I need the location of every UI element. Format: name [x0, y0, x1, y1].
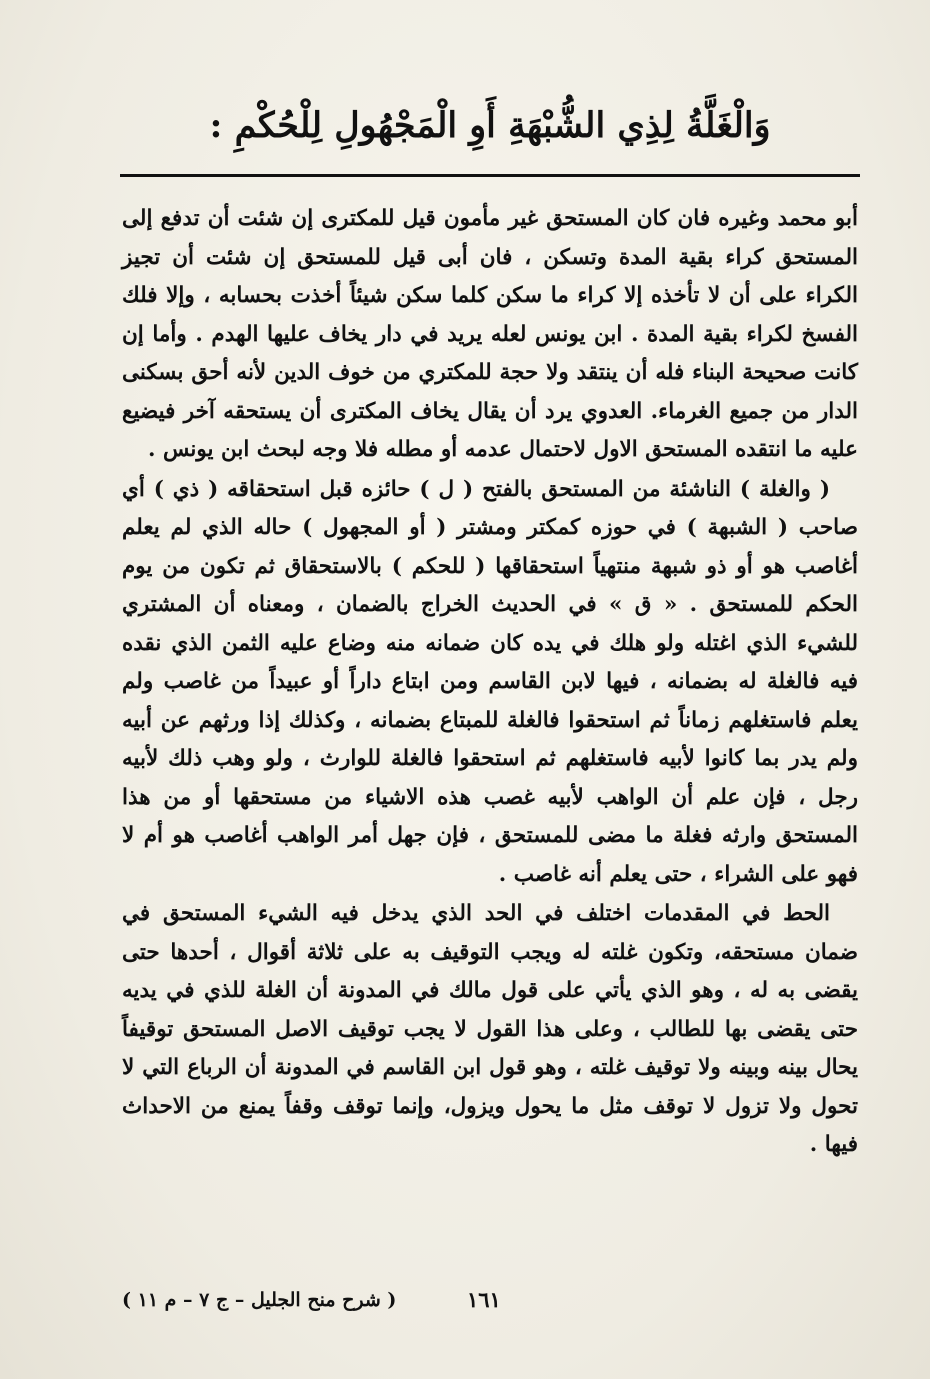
book-reference: ( شرح منح الجليل – ج ٧ – م ١١ )	[122, 1289, 397, 1311]
page-header	[120, 86, 860, 176]
paragraph-ghalla: ( والغلة ) الناشئة من المستحق بالفتح ( ل ) حائزه قبل استحقاقه ( ذي ) أي صاحب ( الشبهة ) في حوزه كمكتر ومشتر ( أو المجهول ) حاله الذي لم يعلم أغاصب هو أو ذو شبهة منتهياً استحقاقها ( للحكم ) بالاستحقاق ثم تكون من يوم الحكم للمستحق . « ق » في الحديث الخراج بالضمان ، ومعناه أن المشتري للشيء الذي اغتله ولو هلك في يده كان ضمانه منه وضاع عليه الثمن الذي نقده فيه فالغلة له بضمانه ، فيها لابن القاسم ومن ابتاع داراً أو عبيداً من غاصب ولم يعلم فاستغلهم زماناً ثم استحقوا فالغلة للمبتاع بضمانه ، وكذلك إذا ورثهم عن أبيه ولم يدر بما كانوا لأبيه فاستغلهم ثم استحقوا فالغلة للوارث ، ولو وهب ذلك لأبيه رجل ، فإن علم أن الواهب لأبيه غصب هذه الاشياء من مستحقها أو من هذا المستحق وارثه فغلة ما مضى للمستحق ، فإن جهل أمر الواهب أغاصب هو أم لا فهو على الشراء ، حتى يعلم أنه غاصب .	[122, 476, 858, 887]
page-number: ١٦١	[467, 1287, 501, 1312]
paragraph-commentary: أبو محمد وغيره فان كان المستحق غير مأمون قيل للمكترى إن شئت أن تدفع إلى المستحق كراء بقية المدة وتسكن ، فان أبى قيل للمستحق إن شئت أن تجيز الكراء على أن لا تأخذه إلا كراء ما سكن كلما سكن شيئاً أخذت بحسابه ، وإلا فلك الفسخ لكراء بقية المدة . ابن يونس لعله يريد في دار يخاف عليها الهدم . وأما إن كانت صحيحة البناء فله أن ينتقد ولا حجة للمكتري من خوف الدين لأنه أحق بسكنى الدار من جميع الغرماء. العدوي يرد أن يقال يخاف المكترى أن يستحقه آخر فيضيع عليه ما انتقده المستحق الاول لاحتمال عدمه أو مطله فلا وجه لبحث ابن يونس .	[122, 206, 858, 462]
paragraph-muqaddimat: الحط في المقدمات اختلف في الحد الذي يدخل فيه الشيء المستحق في ضمان مستحقه، وتكون غلته له ويجب التوقيف به على ثلاثة أقوال ، أحدها حتى يقضى به له ، وهو الذي يأتي على قول مالك في المدونة أن الغلة للذي في يديه حتى يقضى بها للطالب ، وعلى هذا القول لا يجب توقيف الاصل المستحق توقيفاً يحال بينه وبينه ولا توقيف غلته ، وهو قول ابن القاسم في المدونة أن الرباع التي لا تحول ولا تزول لا توقف مثل ما يحول ويزول، وإنما توقف وقفاً يمنع من الاحداث فيها .	[122, 901, 858, 1157]
section-heading: وَالْغَلَّةُ لِذِي الشُّبْهَةِ أَوِ الْمَجْهُولِ لِلْحُكْمِ :	[209, 105, 771, 146]
page-footer	[122, 1285, 858, 1315]
page-body	[122, 200, 858, 1165]
header-rule	[120, 174, 860, 177]
